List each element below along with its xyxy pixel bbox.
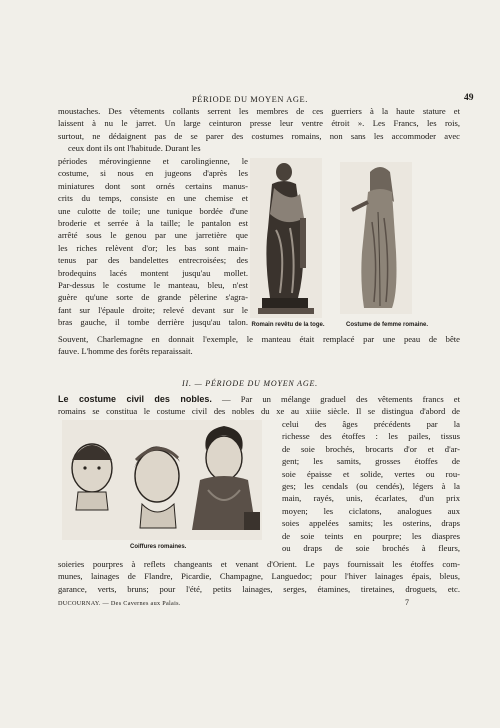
footer-signature: 7 [405,598,409,607]
text-line: romains se constitua le costume civil des nobles du xe au xiiie siècle. Il se distingua d'abord de [58,406,460,417]
roman-coiffures-illustration [62,420,262,540]
caption-roman-coiffures: Coiffures romaines. [130,544,187,550]
paragraph-top [58,105,460,155]
paragraph-right-column [282,418,460,554]
text-line: soies appelées samits; les osterins, draps [282,518,460,529]
caption-roman-toga: Romain revêtu de la toge. [251,322,325,328]
text-line: soieries pourpres à reflets changeants et venant d'Orient. Le pays fournissait les étoffes com- [58,559,460,569]
text-line: crits du temps, consiste en une chemise et [58,193,248,204]
text-line: ges; les cendals (ou cendés), légers à la [282,481,460,492]
text-line: moustaches. Des vêtements collants serrent les membres de ces guerriers à la haute stature et [58,106,460,116]
roman-woman-illustration [340,162,412,314]
paragraph-end [58,333,460,358]
section-title: II. — PÉRIODE DU MOYEN AGE. [182,379,318,388]
text-line: soie épaisse et solide, vertes ou rou- [282,468,460,479]
text-line: de soie teints en pourpre; les diaspres [282,530,460,541]
text-line: guère qu'une sorte de grande pèlerine s'agra- [58,292,248,303]
text-line: main, rayés, unis, écarlates, d'un prix [282,493,460,504]
page-number: 49 [464,93,474,103]
text-line: laissent à nu le jarret. Un large ceinturon presse leur ventre étroit ». Les Francs, les rois, [58,118,460,129]
text-line: costume, si nous en jugeons d'après les [58,168,248,179]
text-line: fauve. L'homme des forêts reparaissait. [58,346,193,357]
text-line: gent; les samits, grosses étoffes de [282,456,460,467]
text-line [58,393,460,405]
text-line: ou draps de soie brochés à fleurs, [282,543,460,554]
text-line: tenus par des bandelettes entrecroisées; des [58,255,248,266]
text-line: Souvent, Charlemagne en donnait l'exemple, le manteau était remplacé par une peau de bête [58,334,460,344]
text-line: une culotte de toile; une tunique bordée d'une [58,205,248,216]
section-intro [58,393,460,418]
caption-roman-woman: Costume de femme romaine. [345,322,429,328]
figure-roman-toga [250,158,322,318]
text-line: celui des âges précédents par la [282,419,460,429]
text-line: les riches relèvent d'or; les bas sont main- [58,242,248,253]
text-line: richesse des étoffes : les pailes, tissus [282,431,460,442]
text-line: broderie et serrée à la taille; le pantalon est [58,218,248,229]
text-line: moyen; les ciclatons, analogues aux [282,505,460,516]
text-line: de soie brochés, brocarts d'or et d'ar- [282,443,460,454]
text-line: fant sur l'épaule droite; relevé devant sur le [58,304,248,315]
text-line: ceux dont ils ont l'habitude. Durant les [68,143,201,154]
text-line: munes, lainages de Flandre, Picardie, Champagne, Languedoc; pour l'hiver lainages épais, bleus, [58,571,460,582]
paragraph-bottom [58,558,460,595]
roman-toga-illustration [250,158,322,318]
text-line: brodequins lacés montent jusqu'au mollet. [58,267,248,278]
footer-source: DUCOURNAY. — Des Cavernes aux Palais. [58,600,181,607]
text-line: arrêté sous le genou par une jarretière que [58,230,248,241]
running-header: PÉRIODE DU MOYEN AGE. [192,95,308,104]
figure-roman-coiffures [62,420,262,540]
paragraph-left-column [58,155,248,329]
text-line: bras gauche, il tombe derrière jusqu'au talon. [58,317,248,328]
text-line: garance, verts, bruns; pour l'été, petits lainages, serges, étamines, tiretaines, droguets, etc. [58,583,460,594]
text-line: miniatures dont sont ornés certains manus- [58,180,248,191]
figure-roman-woman [340,162,412,314]
text-line-continued: — Par un mélange graduel des vêtements francs et [222,394,460,404]
text-line: surtout, ne dédaignent pas de se parer des costumes romains, non sans les accommoder avec [58,130,460,141]
text-line: périodes mérovingienne et carolingienne, le [58,156,248,166]
text-line: Par-dessus le costume le manteau, bleu, n'est [58,280,248,291]
subheading: Le costume civil des nobles. [58,394,212,404]
